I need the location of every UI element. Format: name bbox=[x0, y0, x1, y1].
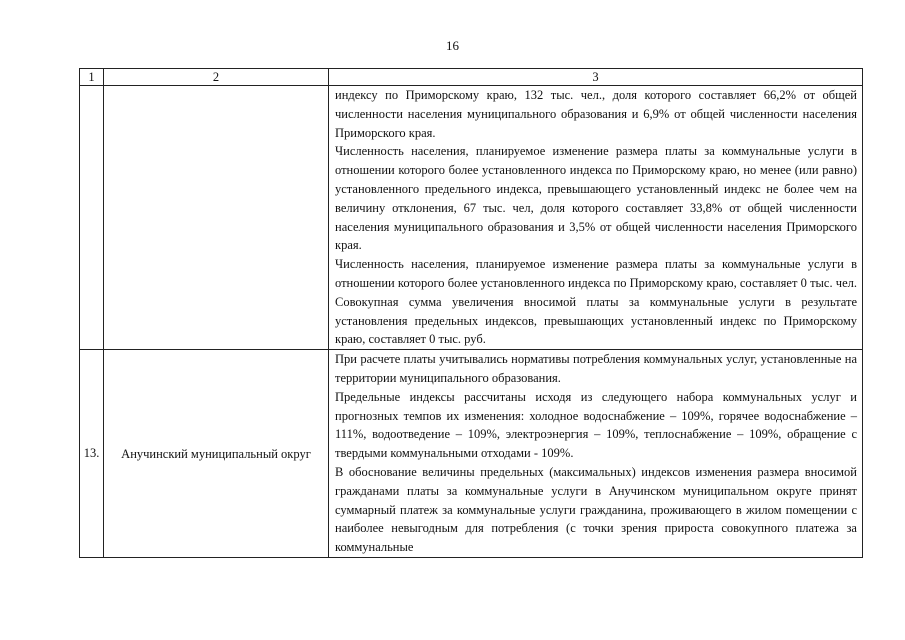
description-paragraph: В обоснование величины предельных (максимальных) индексов изменения размера вносимой гражданами платы за коммунальные услуги в Анучинском муниципальном округе принят суммарный платеж за коммунальные услуги гражданина, проживающего в жилом помещении с наиболее невыгодным для потребления (с точки зрения прироста совокупного платежа за коммунальные bbox=[335, 464, 857, 555]
region-name-cell bbox=[104, 86, 329, 350]
column-header-3: 3 bbox=[329, 69, 863, 86]
region-name: Анучинский муниципальный округ bbox=[104, 350, 329, 558]
table-row-13 bbox=[80, 350, 863, 558]
row-number-cell bbox=[80, 86, 104, 350]
description-cell bbox=[329, 86, 863, 350]
page-number: 16 bbox=[446, 38, 459, 53]
description-cell bbox=[329, 350, 863, 558]
table-header-row bbox=[80, 69, 863, 86]
description-paragraph: Предельные индексы рассчитаны исходя из следующего набора коммунальных услуг и прогнозных темпов их изменения: холодное водоснабжение – 109%, горячее водоснабжение – 111%, водоотведение – 109%, электроэнергия – 109%, теплоснабжение – 109%, обращение с твердыми коммунальными отходами - 109%. bbox=[335, 389, 857, 461]
table-row-continued bbox=[80, 86, 863, 350]
row-number: 13. bbox=[80, 350, 104, 558]
column-header-1: 1 bbox=[80, 69, 104, 86]
description-paragraph: индексу по Приморскому краю, 132 тыс. чел., доля которого составляет 66,2% от общей численности населения муниципального образования и 6,9% от общей численности населения Приморского края. bbox=[335, 88, 857, 140]
description-paragraph: Численность населения, планируемое изменение размера платы за коммунальные услуги в отношении которого более установленного индекса по Приморскому краю, но менее (или равно) установленного предельного индекса, превышающего установленный индекс не более чем на величину отклонения, 67 тыс. чел, доля которого составляет 33,8% от общей численности населения муниципального образования и 3,5% от общей численности населения Приморского края. bbox=[335, 144, 857, 253]
data-table bbox=[79, 68, 863, 558]
description-paragraph: При расчете платы учитывались нормативы потребления коммунальных услуг, установленные на территории муниципального образования. bbox=[335, 352, 857, 385]
column-header-2: 2 bbox=[104, 69, 329, 86]
description-paragraph: Численность населения, планируемое изменение размера платы за коммунальные услуги в отношении которого более установленного индекса по Приморскому краю, составляет 0 тыс. чел. Совокупная сумма увеличения вносимой платы за коммунальные услуги в результате установления предельных индексов, превышающих установленный индекс по Приморскому краю, составляет 0 тыс. руб. bbox=[335, 257, 857, 347]
